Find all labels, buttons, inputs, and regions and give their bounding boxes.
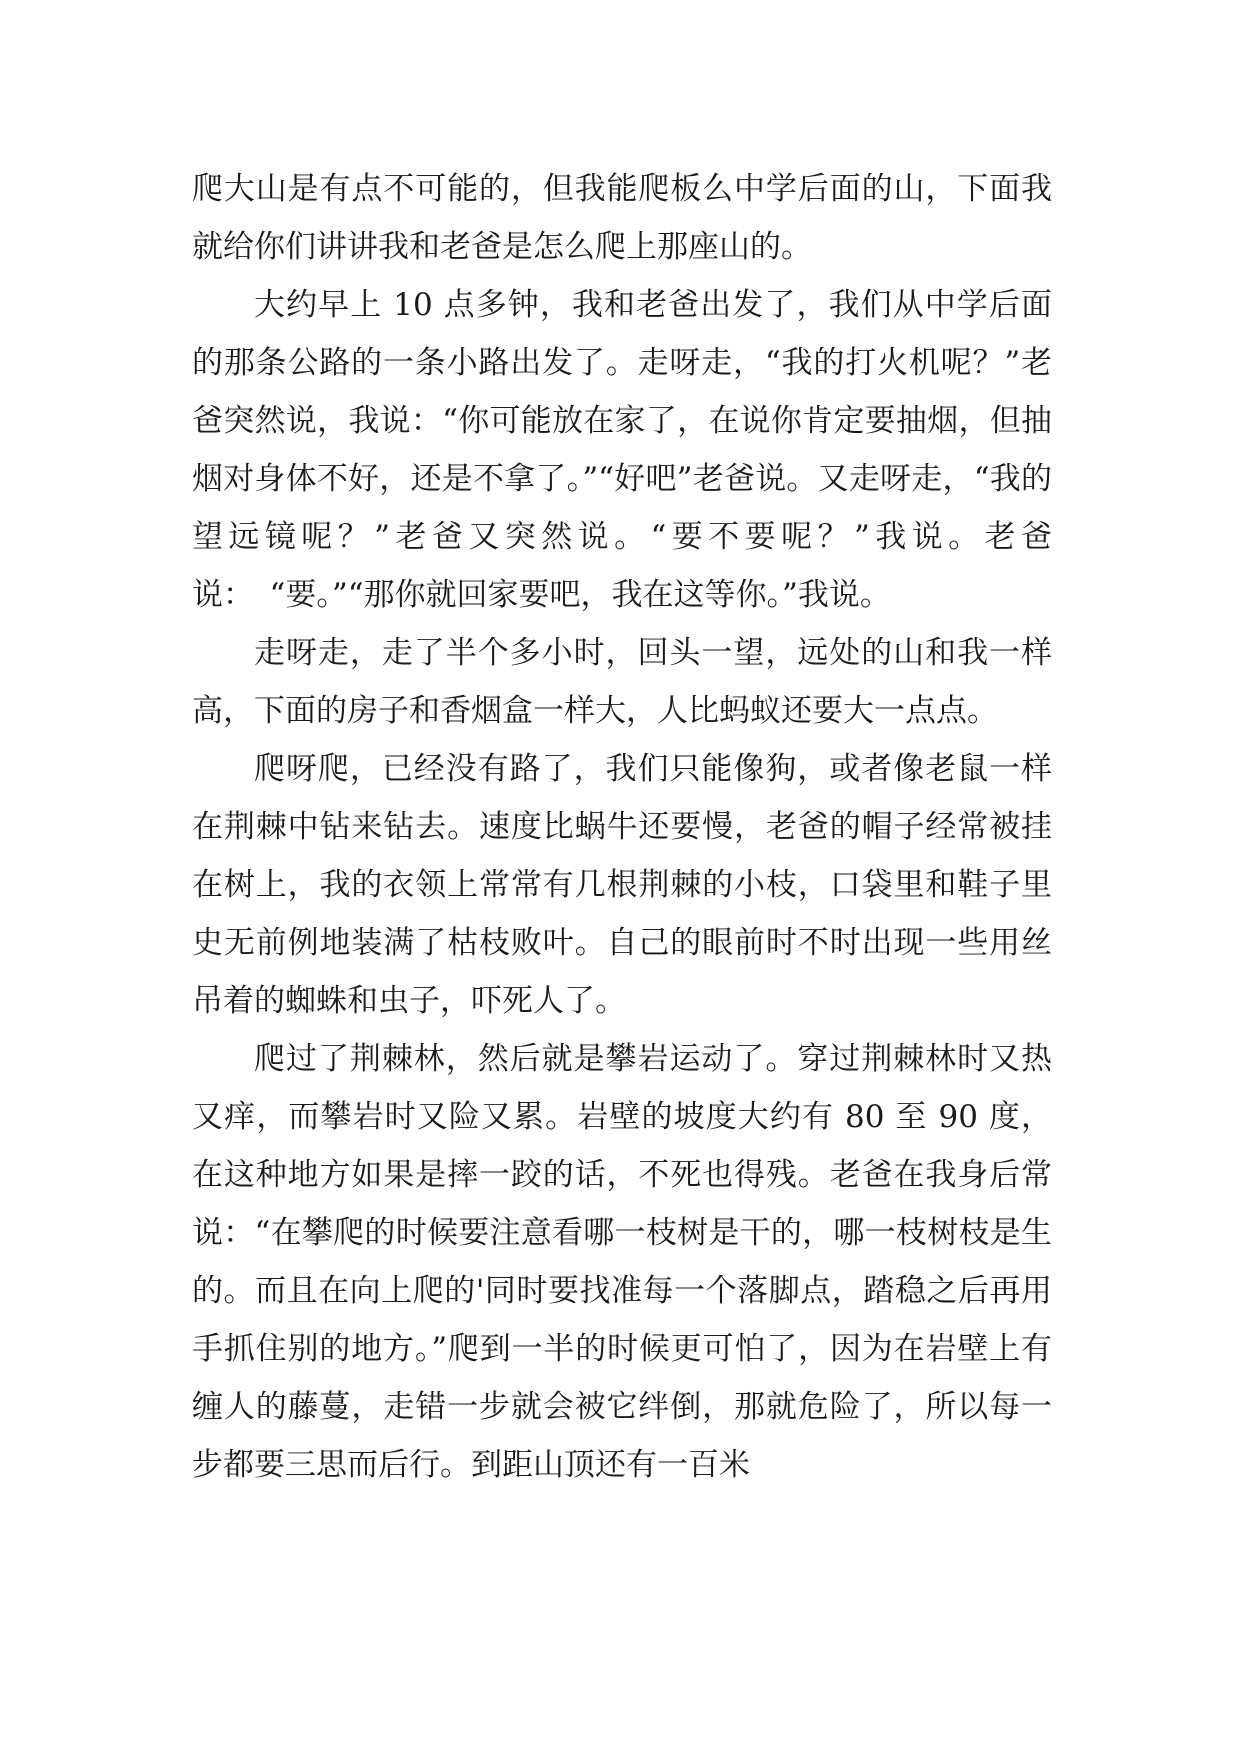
article-body bbox=[192, 160, 1052, 1494]
paragraph-5: 爬过了荆棘林，然后就是攀岩运动了。穿过荆棘林时又热又痒，而攀岩时又险又累。岩壁的坡度大约有 80 至 90 度，在这种地方如果是摔一跤的话，不死也得残。老爸在我身后常说：“在攀爬的时候要注意看哪一枝树是干的，哪一枝树枝是生的。而且在向上爬的'同时要找准每一个落脚点，踏稳之后再用手抓住别的地方。”爬到一半的时候更可怕了，因为在岩壁上有缠人的藤蔓，走错一步就会被它绊倒，那就危险了，所以每一步都要三思而后行。到距山顶还有一百米 bbox=[192, 1041, 1052, 1483]
paragraph-2: 大约早上 10 点多钟，我和老爸出发了，我们从中学后面的那条公路的一条小路出发了。走呀走，“我的打火机呢？”老爸突然说，我说：“你可能放在家了，在说你肯定要抽烟，但抽烟对身体不好，还是不拿了。”“好吧”老爸说。又走呀走，“我的望远镜呢？”老爸又突然说。“要不要呢？”我说。老爸说： “要。”“那你就回家要吧，我在这等你。”我说。 bbox=[192, 287, 1052, 613]
paragraph-3: 走呀走，走了半个多小时，回头一望，远处的山和我一样高，下面的房子和香烟盒一样大，人比蚂蚁还要大一点点。 bbox=[192, 635, 1052, 729]
paragraph-4: 爬呀爬，已经没有路了，我们只能像狗，或者像老鼠一样在荆棘中钻来钻去。速度比蜗牛还要慢，老爸的帽子经常被挂在树上，我的衣领上常常有几根荆棘的小枝，口袋里和鞋子里史无前例地装满了枯枝败叶。自己的眼前时不时出现一些用丝吊着的蜘蛛和虫子，吓死人了。 bbox=[192, 751, 1052, 1019]
paragraph-1: 爬大山是有点不可能的，但我能爬板么中学后面的山，下面我就给你们讲讲我和老爸是怎么爬上那座山的。 bbox=[192, 171, 1052, 265]
